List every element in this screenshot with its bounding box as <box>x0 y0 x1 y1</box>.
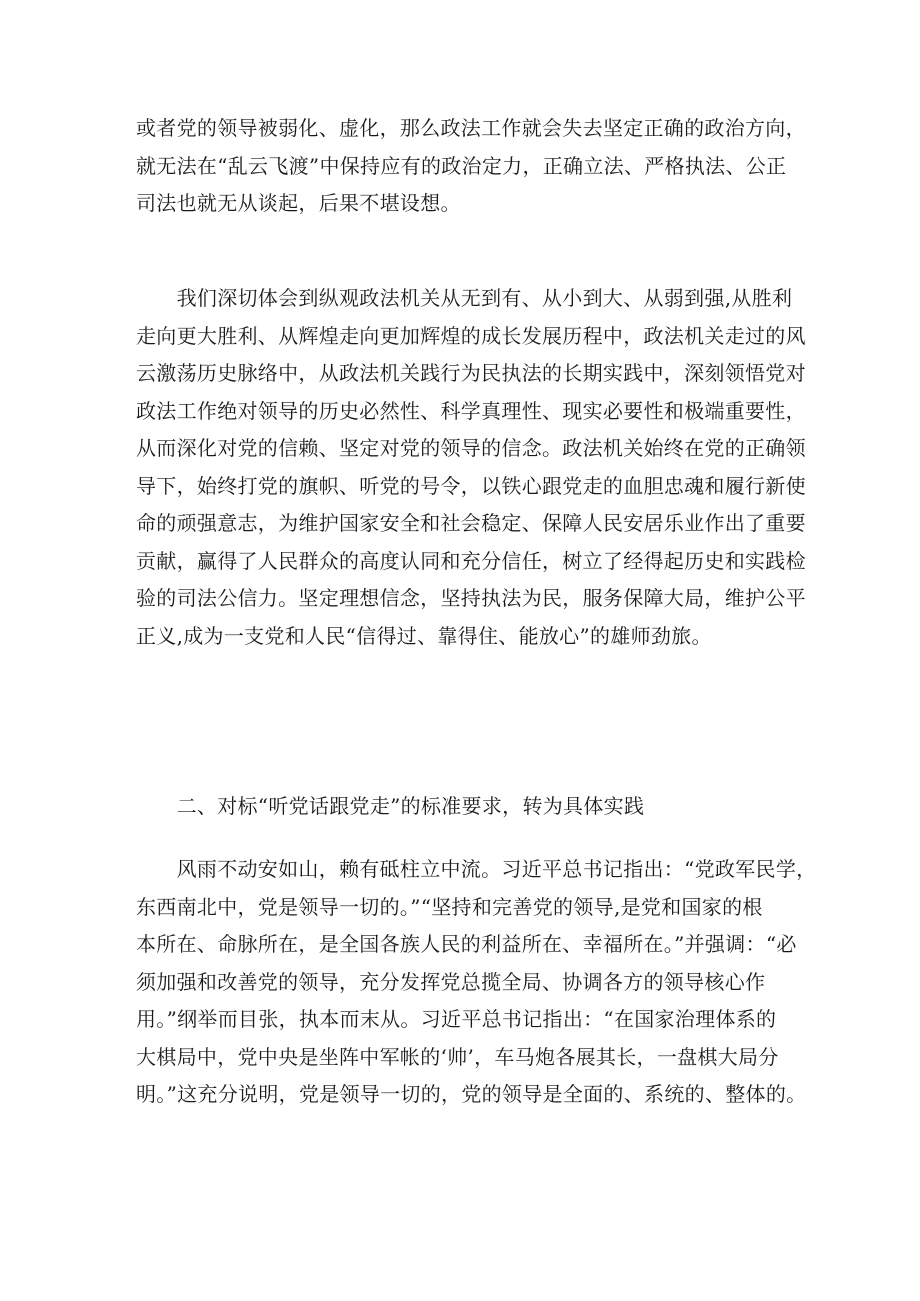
text-line: 用。”纲举而目张，执本而末从。习近平总书记指出：“在国家治理体系的 <box>136 1007 777 1031</box>
text-line: 或者党的领导被弱化、虚化，那么政法工作就会失去坚定正确的政治方向， <box>136 116 806 140</box>
text-line: 正义,成为一支党和人民“信得过、靠得住、能放心”的雄师劲旅。 <box>136 623 712 648</box>
text-line: 明。”这充分说明，党是领导一切的，党的领导是全面的、系统的、整体的。 <box>136 1082 807 1106</box>
text-line: 命的顽强意志，为维护国家安全和社会稳定、保障人民安居乐业作出了重要 <box>136 511 806 535</box>
paragraph-continuation <box>136 110 806 223</box>
paragraph-leadership-core <box>136 851 817 1114</box>
text-line: 从而深化对党的信赖、坚定对党的领导的信念。政法机关始终在党的正确领 <box>136 436 806 460</box>
section-heading-text: 二、对标“听党话跟党走”的标准要求，转为具体实践 <box>136 794 645 818</box>
text-line: 走向更大胜利、从辉煌走向更加辉煌的成长发展历程中，政法机关走过的风 <box>136 323 806 348</box>
text-line: 验的司法公信力。坚定理想信念，坚持执法为民，服务保障大局，维护公平 <box>136 586 806 610</box>
text-line: 贡献，赢得了人民群众的高度认同和充分信任，树立了经得起历史和实践检 <box>136 548 806 573</box>
text-line: 司法也就无从谈起，后果不堪设想。 <box>136 191 461 215</box>
text-line: 政法工作绝对领导的历史必然性、科学真理性、现实必要性和极端重要性， <box>136 398 806 423</box>
text-line: 须加强和改善党的领导，充分发挥党总揽全局、协调各方的领导核心作 <box>136 969 766 994</box>
text-line: 风雨不动安如山，赖有砥柱立中流。习近平总书记指出：“党政军民学， <box>136 857 817 881</box>
text-line: 大棋局中，党中央是坐阵中军帐的‘帅’，车马炮各展其长，一盘棋大局分 <box>136 1044 779 1069</box>
section-heading <box>136 788 790 826</box>
text-line: 云激荡历史脉络中，从政法机关践行为民执法的长期实践中，深刻领悟党对 <box>136 361 806 385</box>
text-line: 本所在、命脉所在，是全国各族人民的利益所在、幸福所在。”并强调：“必 <box>136 932 797 956</box>
text-line: 就无法在“乱云飞渡”中保持应有的政治定力，正确立法、严格执法、公正 <box>136 153 787 178</box>
text-line: 东西南北中，党是领导一切的。”“坚持和完善党的领导,是党和国家的根 <box>136 894 763 919</box>
text-line: 我们深切体会到纵观政法机关从无到有、从小到大、从弱到强,从胜利 <box>136 286 793 310</box>
paragraph-party-leadership-history <box>136 280 806 655</box>
text-line: 导下，始终打党的旗帜、听党的号令，以铁心跟党走的血胆忠魂和履行新使 <box>136 473 806 498</box>
